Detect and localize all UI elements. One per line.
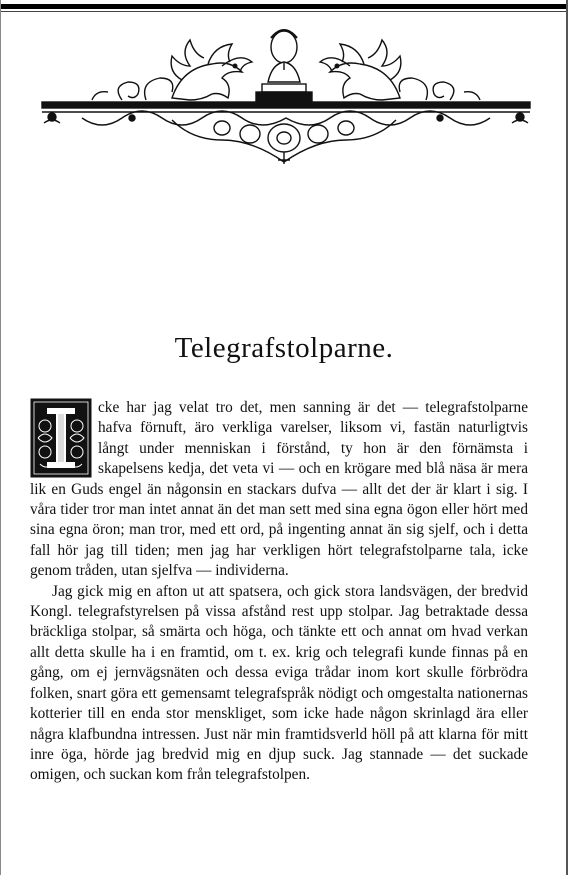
top-border-line — [0, 4, 568, 9]
chapter-title: Telegrafstolparne. — [174, 332, 394, 364]
drop-cap — [30, 398, 92, 478]
top-border-thin-line — [0, 11, 568, 12]
paragraph-1-text: cke har jag velat tro det, men sanning är det — telegrafstolparne hafva förnuft, äro verkliga varelser, liksom vi, fastän naturligtvis långt under menniskan i förstånd, ty hon är den förnämsta i skapelsens kedja, det veta vi — och en krögare med blå näsa är mera lik en Guds engel än någonsin en stackars dufva — allt det der är klart i sig. I våra tider tror man intet annat än det man sett med sina egna ögon eller hört med sina egna öron; man tror, med ett ord, på ingenting annat än sig sjelf, och i detta fall hör jag till tiden; men jag har verkligen hört telegrafstolparne tala, icke genom tråden, utan sjelfva — individerna. — [30, 399, 528, 580]
article-body — [30, 398, 528, 786]
paragraph-1 — [30, 398, 528, 582]
page-left-edge — [0, 0, 1, 875]
paragraph-2: Jag gick mig en afton ut att spatsera, och gick stora landsvägen, der bredvid Kongl. telegrafstyrelsen på vissa afstånd rest upp stolpar. Jag betraktade dessa bräckliga stolpar, så smärta och höga, och tänkte ett och annat om hvad verkan allt detta skulle ha i en framtid, om t. ex. krig och telegrafi kunde finnas på en gång, om ej jernvägsnäten och dessa eviga trådar inom kort skulle förbrödra folken, snart göra ett gemensamt telegrafspråk nödigt och omgestalta nationernas kotterier till en enda stor menskliget, som icke hade någon skrinlagd ära eller några klafbundna intressen. Just när min framtidsverld höll på att klarna för mitt inre öga, hörde jag bredvid mig en djup suck. Jag stannade — det suckade omigen, och suckan kom från telegrafstolpen. — [30, 582, 528, 784]
ornamental-headpiece — [22, 20, 550, 170]
